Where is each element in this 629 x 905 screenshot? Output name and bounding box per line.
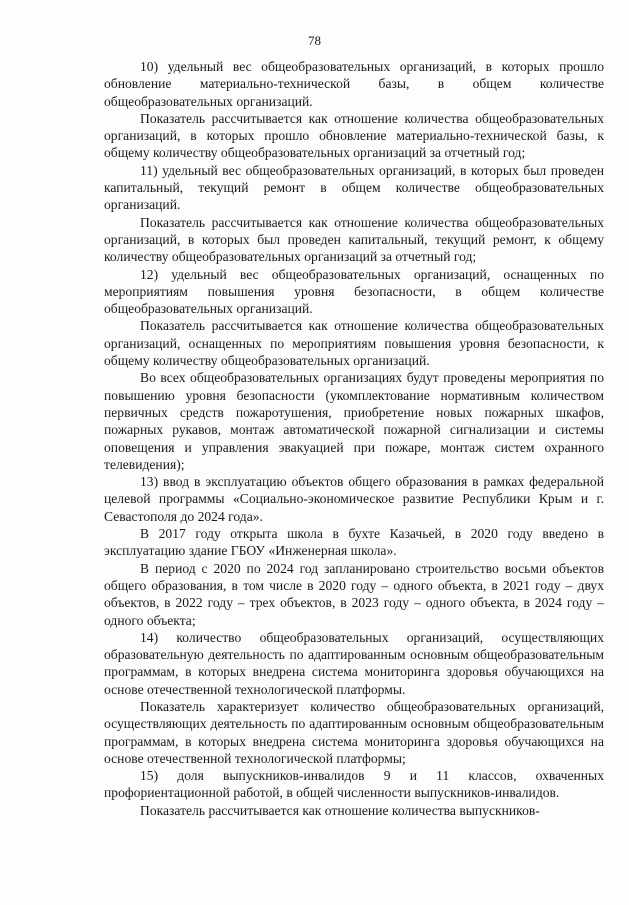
paragraph: Показатель рассчитывается как отношение количества выпускников- (140, 802, 540, 818)
paragraph: Во всех общеобразовательных организациях будут проведены мероприятия по повышению уровня безопасности (укомплектование нормативным количеством первичных средств пожаротушения, приобретение новых пожарных шкафов, пожарных рукавов, монтаж автоматической пожарной сигнализации и системы оповещения и управления эвакуацией при пожаре, монтаж систем охранного телевидения); (104, 370, 604, 472)
paragraph: Показатель рассчитывается как отношение количества общеобразовательных организаций, в которых прошло обновление материально-технической базы, к общему количеству общеобразовательных организаций за отчетный год; (104, 110, 604, 161)
paragraph: 11) удельный вес общеобразовательных организаций, в которых был проведен капитальный, текущий ремонт в общем количестве общеобразовательных организаций. (104, 162, 604, 213)
paragraph: Показатель рассчитывается как отношение количества общеобразовательных организаций, в которых был проведен капитальный, текущий ремонт, к общему количеству общеобразовательных организаций за отчетный год; (104, 214, 604, 265)
paragraph: 13) ввод в эксплуатацию объектов общего образования в рамках федеральной целевой программы «Социально-экономическое развитие Республики Крым и г. Севастополя до 2024 года». (104, 474, 604, 524)
page-number: 78 (308, 33, 321, 48)
paragraph: Показатель характеризует количество общеобразовательных организаций, осуществляющих деятельность по адаптированным основным общеобразовательным программам, в которых внедрена система мониторинга здоровья обучающихся на основе отечественной технологической платформы; (104, 698, 604, 766)
paragraph: 10) удельный вес общеобразовательных организаций, в которых прошло обновление материально-технической базы, в общем количестве общеобразовательных организаций. (104, 59, 604, 109)
paragraph: В период с 2020 по 2024 год запланировано строительство восьми объектов общего образования, в том числе в 2020 году – одного объекта, в 2021 году – двух объектов, в 2022 году – трех объектов, в 2023 году – одного объекта, в 2024 году – одного объекта; (104, 560, 604, 628)
paragraph: 14) количество общеобразовательных организаций, осуществляющих образовательную деятельность по адаптированным основным общеобразовательным программам, в которых внедрена система мониторинга здоровья обучающихся на основе отечественной технологической платформы. (104, 629, 604, 697)
paragraph: 15) доля выпускников-инвалидов 9 и 11 классов, охваченных профориентационной работой, в общей численности выпускников-инвалидов. (104, 768, 604, 801)
paragraph: 12) удельный вес общеобразовательных организаций, оснащенных по мероприятиям повышения уровня безопасности, в общем количестве общеобразовательных организаций. (104, 266, 604, 317)
paragraph: Показатель рассчитывается как отношение количества общеобразовательных организаций, оснащенных по мероприятиям повышения уровня безопасности, к общему количеству общеобразовательных организаций. (104, 318, 604, 369)
paragraph: В 2017 году открыта школа в бухте Казачьей, в 2020 году введено в эксплуатацию здание ГБОУ «Инженерная школа». (104, 526, 604, 559)
body-text (104, 58, 604, 819)
